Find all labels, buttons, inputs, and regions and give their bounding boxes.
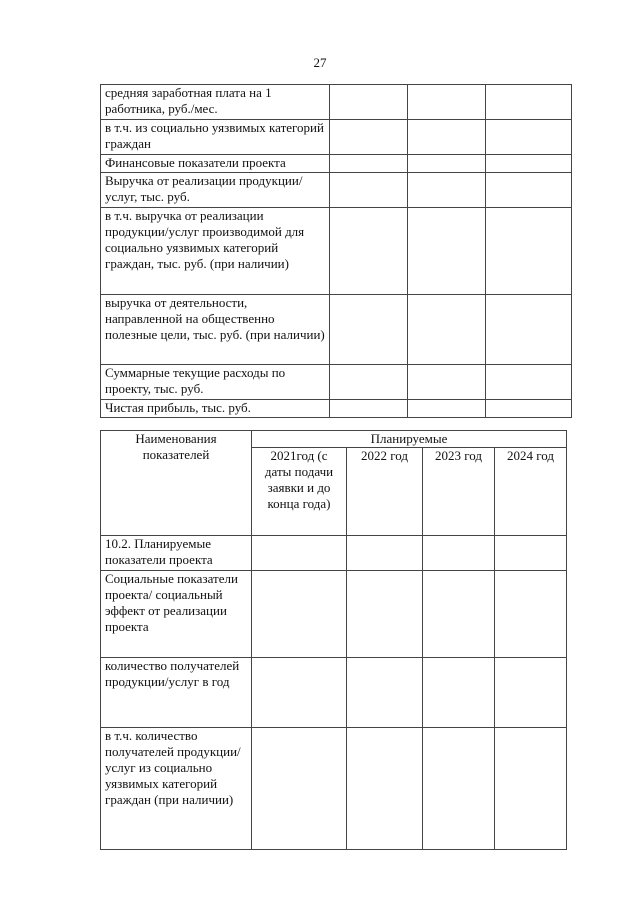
header-year-2022: 2022 год [347,448,423,536]
table-cell [495,571,567,658]
table-cell [252,536,347,571]
table-cell [486,295,572,365]
table-cell [330,155,408,173]
table-cell [347,536,423,571]
table-cell [408,120,486,155]
table-cell [330,295,408,365]
planned-indicators-table [100,430,567,850]
table-row-label: количество получателей продукции/услуг в год [101,658,252,728]
table-cell [252,658,347,728]
table-row-label: Суммарные текущие расходы по проекту, тыс. руб. [101,365,330,400]
table-cell [486,400,572,418]
table-cell [423,728,495,850]
table-cell [330,120,408,155]
table-row-label: в т.ч. выручка от реализации продукции/услуг производимой для социально уязвимых категорий граждан, тыс. руб. (при наличии) [101,208,330,295]
table-cell [330,208,408,295]
table-cell [330,85,408,120]
table-cell [408,295,486,365]
table-cell [486,208,572,295]
header-year-2021: 2021год (с даты подачи заявки и до конца года) [252,448,347,536]
table-row-label: выручка от деятельности, направленной на общественно полезные цели, тыс. руб. (при наличии) [101,295,330,365]
page-number: 27 [313,55,327,70]
table-cell [330,400,408,418]
table-cell [408,173,486,208]
table-cell [486,120,572,155]
table-cell [486,173,572,208]
table-cell [408,155,486,173]
table-row-label: в т.ч. количество получателей продукции/услуг из социально уязвимых категорий граждан (при наличии) [101,728,252,850]
table-cell [423,658,495,728]
table-cell [486,365,572,400]
table-cell [347,728,423,850]
header-indicator-names: Наименования показателей [101,431,252,536]
header-year-2024: 2024 год [495,448,567,536]
table-cell [330,173,408,208]
table-row-label: Чистая прибыль, тыс. руб. [101,400,330,418]
table-row-label: средняя заработная плата на 1 работника, руб./мес. [101,85,330,120]
header-year-2023: 2023 год [423,448,495,536]
table-cell [495,658,567,728]
table-cell [486,85,572,120]
table-cell [423,571,495,658]
table-row-label: Социальные показатели проекта/ социальный эффект от реализации проекта [101,571,252,658]
table-cell [252,728,347,850]
table-cell [408,208,486,295]
table-cell [495,728,567,850]
table-cell [347,658,423,728]
header-planned: Планируемые [252,431,567,448]
table-cell [486,155,572,173]
table-cell [408,85,486,120]
table-cell [408,400,486,418]
table-cell [495,536,567,571]
financial-indicators-table [100,84,572,418]
table-cell [252,571,347,658]
table-cell [408,365,486,400]
table-cell [423,536,495,571]
table-row-label: 10.2. Планируемые показатели проекта [101,536,252,571]
table-row-label: Выручка от реализации продукции/услуг, тыс. руб. [101,173,330,208]
table-cell [330,365,408,400]
table-row-label: Финансовые показатели проекта [101,155,330,173]
table-cell [347,571,423,658]
table-row-label: в т.ч. из социально уязвимых категорий граждан [101,120,330,155]
